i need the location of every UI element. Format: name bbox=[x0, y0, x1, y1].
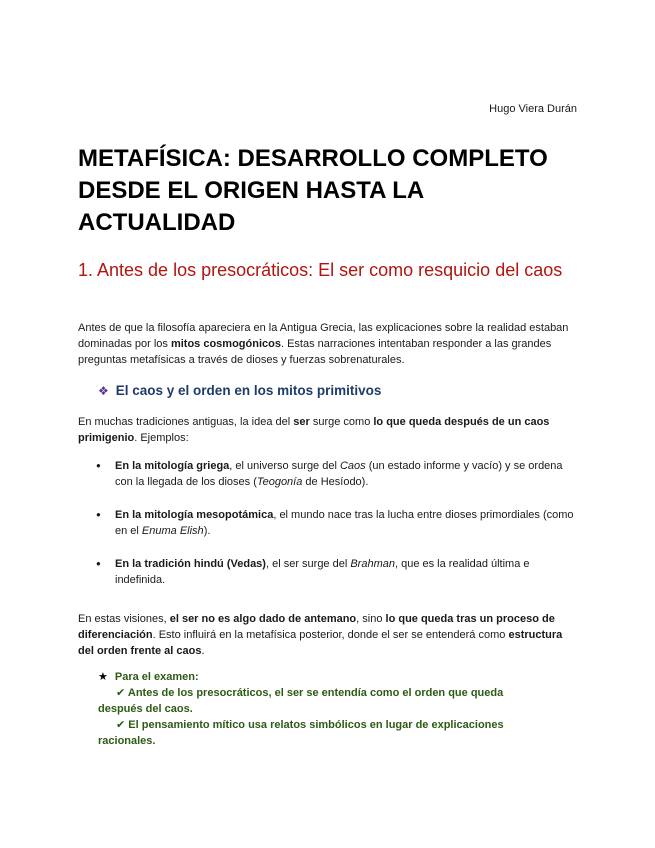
list-item: ● En la mitología mesopotámica, el mundo nace tras la lucha entre dioses primordiales (como en el Enuma Elish). bbox=[78, 507, 578, 539]
diamond-icon: ❖ bbox=[98, 384, 109, 398]
document-title: METAFÍSICA: DESARROLLO COMPLETO DESDE EL ORIGEN HASTA LA ACTUALIDAD bbox=[78, 145, 548, 236]
section-heading: 1. Antes de los presocráticos: El ser como resquicio del caos bbox=[78, 260, 563, 280]
exam-label: Para el examen: bbox=[114, 671, 199, 683]
star-icon: ★ bbox=[98, 671, 108, 683]
intro-paragraph: Antes de que la filosofía apareciera en la Antigua Grecia, las explicaciones sobre la realidad estaban dominadas por los mitos cosmogónicos. Estas narraciones intentaban responder a las grandes preguntas metafísicas a través de dioses y fuerzas sobrenaturales. bbox=[78, 322, 569, 366]
exam-point-cont: después del caos. bbox=[98, 703, 193, 715]
list-item: ● En la mitología griega, el universo surge del Caos (un estado informe y vacío) y se ordena con la llegada de los dioses (Teogonía de Hesíodo). bbox=[78, 458, 578, 490]
subheading: ❖ El caos y el orden en los mitos primitivos bbox=[98, 383, 382, 398]
examples-list bbox=[78, 458, 578, 605]
author-name: Hugo Viera Durán bbox=[489, 103, 577, 115]
conclusion-paragraph: En estas visiones, el ser no es algo dado de antemano, sino lo que queda tras un proceso de diferenciación. Esto influirá en la metafísica posterior, donde el ser se entenderá como estructura del orden frente al caos. bbox=[78, 613, 563, 657]
exam-point-cont: racionales. bbox=[98, 735, 156, 747]
examples-paragraph: En muchas tradiciones antiguas, la idea del ser surge como lo que queda después de un caos primigenio. Ejemplos: bbox=[78, 416, 550, 444]
exam-notes bbox=[98, 669, 558, 749]
list-item: ● En la tradición hindú (Vedas), el ser surge del Brahman, que es la realidad última e indefinida. bbox=[78, 556, 578, 588]
exam-point: El pensamiento mítico usa relatos simbólicos en lugar de explicaciones bbox=[128, 719, 504, 731]
check-icon: ✔ bbox=[116, 687, 126, 699]
exam-point: Antes de los presocráticos, el ser se entendía como el orden que queda bbox=[127, 687, 504, 699]
check-icon: ✔ bbox=[116, 719, 126, 731]
